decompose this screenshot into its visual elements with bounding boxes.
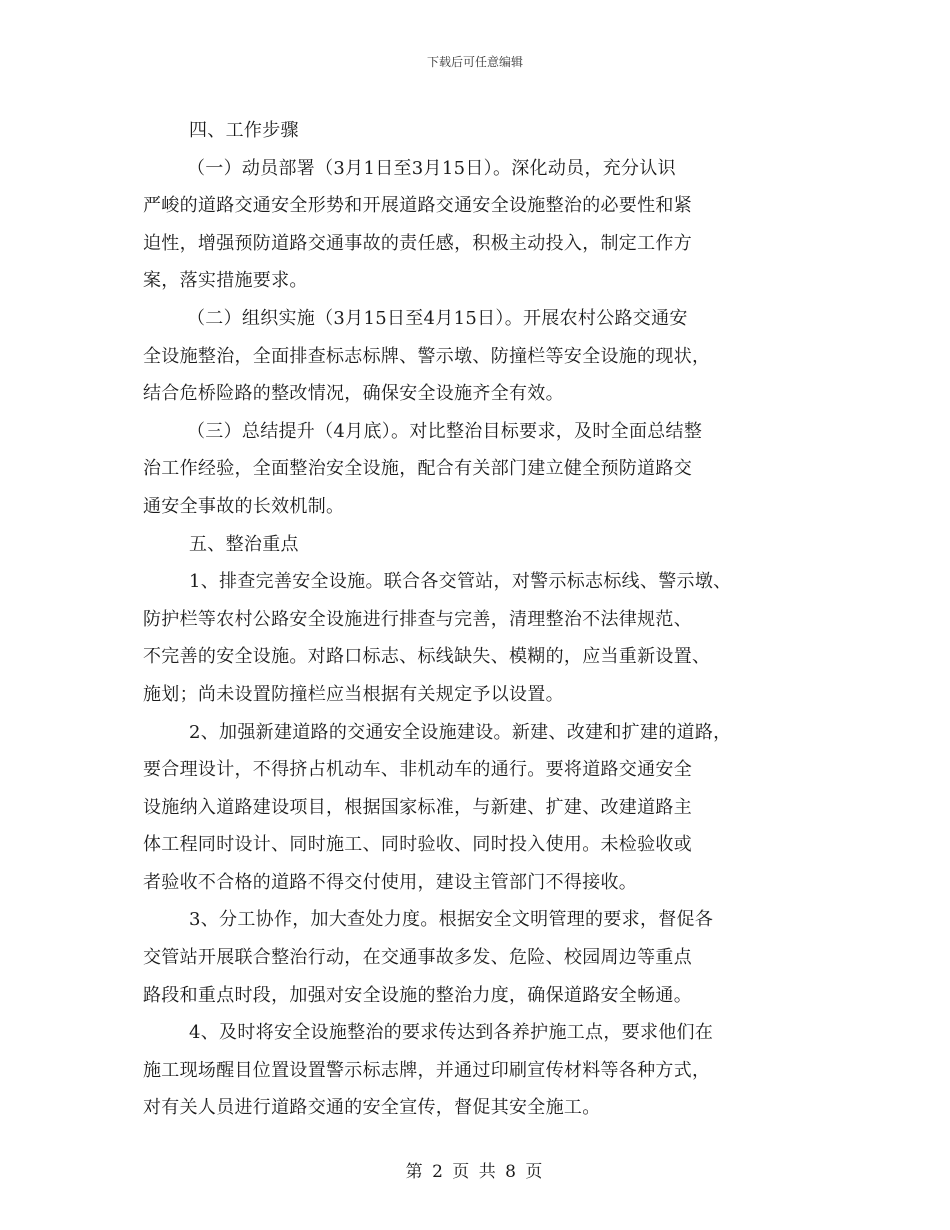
section-heading: 五、整治重点 xyxy=(189,533,299,555)
paragraph-line: 通安全事故的长效机制。 xyxy=(143,495,345,517)
paragraph-line: 体工程同时设计、同时施工、同时验收、同时投入使用。未检验收或 xyxy=(143,834,692,856)
paragraph-line: 案，落实措施要求。 xyxy=(143,270,308,292)
paragraph-line: 1、排查完善安全设施。联合各交管站，对警示标志标线、警示墩、 xyxy=(189,571,732,593)
paragraph-line: 4、及时将安全设施整治的要求传达到各养护施工点，要求他们在 xyxy=(189,1022,714,1044)
paragraph-line: 结合危桥险路的整改情况，确保安全设施齐全有效。 xyxy=(143,383,564,405)
document-body xyxy=(143,112,811,1127)
paragraph-line: （一）动员部署（3月1日至3月15日）。深化动员，充分认识 xyxy=(187,157,676,179)
paragraph-line: 全设施整治，全面排查标志标牌、警示墩、防撞栏等安全设施的现状， xyxy=(143,345,711,367)
paragraph-line: 要合理设计，不得挤占机动车、非机动车的通行。要将道路交通安全 xyxy=(143,759,692,781)
paragraph-line: （二）组织实施（3月15日至4月15日）。开展农村公路交通安 xyxy=(187,307,688,329)
page-number-footer: 第 2 页 共 8 页 xyxy=(405,1162,545,1182)
paragraph-line: （三）总结提升（4月底）。对比整治目标要求，及时全面总结整 xyxy=(187,420,703,442)
body-text xyxy=(143,112,811,1127)
paragraph-line: 施划；尚未设置防撞栏应当根据有关规定予以设置。 xyxy=(143,683,564,705)
paragraph-line: 迫性，增强预防道路交通事故的责任感，积极主动投入，制定工作方 xyxy=(143,232,692,254)
paragraph-line: 交管站开展联合整治行动，在交通事故多发、危险、校园周边等重点 xyxy=(143,947,692,969)
paragraph-line: 者验收不合格的道路不得交付使用，建设主管部门不得接收。 xyxy=(143,871,638,893)
paragraph-line: 施工现场醒目位置设置警示标志牌，并通过印刷宣传材料等各种方式， xyxy=(143,1059,711,1081)
paragraph-line: 严峻的道路交通安全形势和开展道路交通安全设施整治的必要性和紧 xyxy=(143,195,692,217)
paragraph-line: 2、加强新建道路的交通安全设施建设。新建、改建和扩建的道路， xyxy=(189,721,732,743)
page-header: 下载后可任意编辑 xyxy=(426,55,523,69)
section-heading: 四、工作步骤 xyxy=(189,120,299,141)
paragraph-line: 不完善的安全设施。对路口标志、标线缺失、模糊的，应当重新设置、 xyxy=(143,646,711,668)
paragraph-line: 3、分工协作，加大查处力度。根据安全文明管理的要求，督促各 xyxy=(189,909,714,931)
paragraph-line: 对有关人员进行道路交通的安全宣传，督促其安全施工。 xyxy=(143,1097,601,1119)
paragraph-line: 防护栏等农村公路安全设施进行排查与完善，清理整治不法律规范、 xyxy=(143,608,692,630)
paragraph-line: 治工作经验，全面整治安全设施，配合有关部门建立健全预防道路交 xyxy=(143,458,692,480)
paragraph-line: 设施纳入道路建设项目，根据国家标准，与新建、扩建、改建道路主 xyxy=(143,796,692,818)
paragraph-line: 路段和重点时段，加强对安全设施的整治力度，确保道路安全畅通。 xyxy=(143,984,692,1006)
